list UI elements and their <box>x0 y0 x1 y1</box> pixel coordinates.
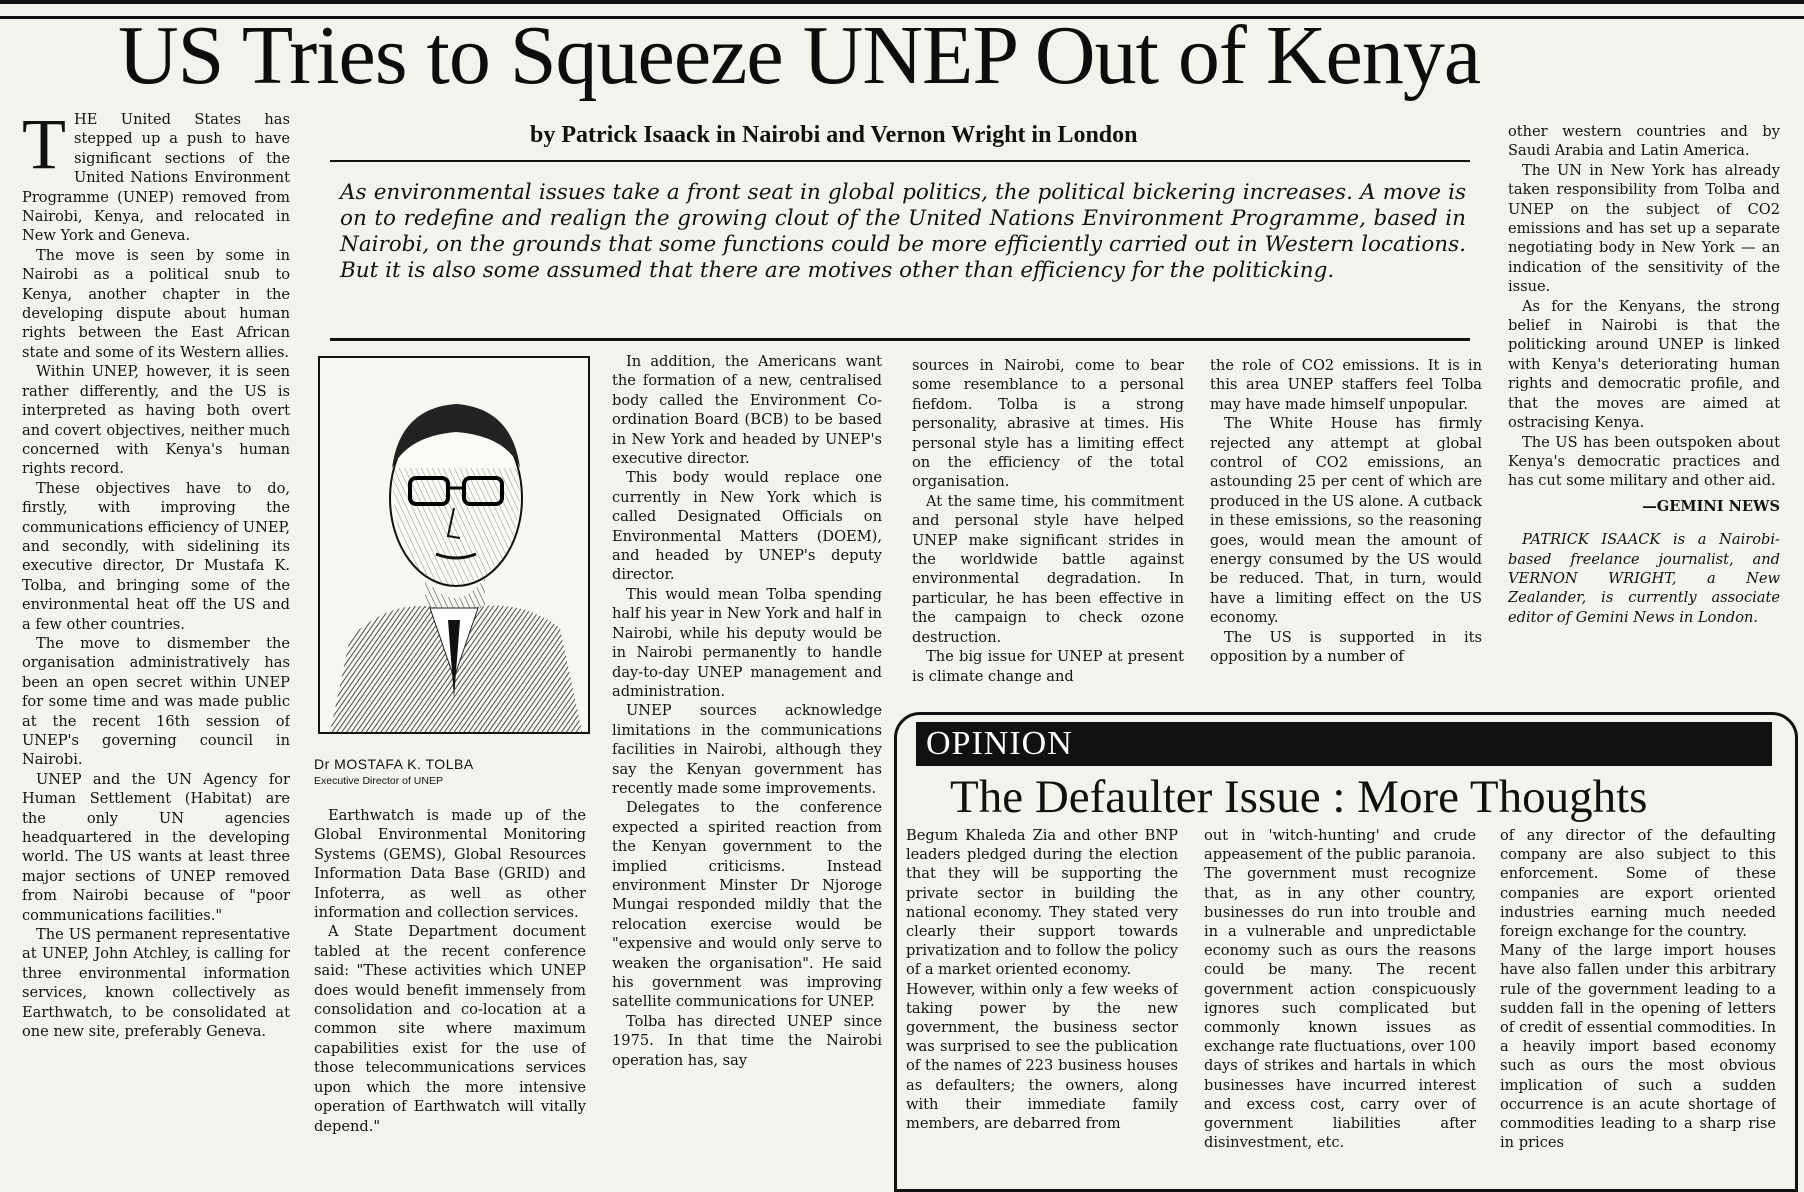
standfirst-bottom-rule <box>330 338 1470 341</box>
paragraph: Tolba has directed UNEP since 1975. In that time the Nairobi operation has, say <box>612 1012 882 1069</box>
paragraph: UNEP and the UN Agency for Human Settlement (Habitat) are the only UN agencies headquartered in the developing world. The US wants at least three major sections of UNEP removed from Nairobi because of "poor communications facilities." <box>22 770 290 924</box>
author-bio: PATRICK ISAACK is a Nairobi-based freelance journalist, and VERNON WRIGHT, a New Zealander, is currently associate editor of Gemini News in London. <box>1508 531 1780 626</box>
paragraph: Earthwatch is made up of the Global Environmental Monitoring Systems (GEMS), Global Resources Information Data Base (GRID) and Infoterra, as well as other information and collection services. <box>314 807 586 922</box>
paragraph: The US has been outspoken about Kenya's democratic practices and has cut some military and other aid. <box>1508 433 1780 490</box>
paragraph: The US is supported in its opposition by a number of <box>1210 628 1482 666</box>
signoff: —GEMINI NEWS <box>1642 497 1780 515</box>
photo-caption-title: Executive Director of UNEP <box>314 775 443 787</box>
drop-cap: T <box>22 110 66 184</box>
paragraph: Within UNEP, however, it is seen rather differently, and the US is interpreted as having both overt and covert objectives, neither much concerned with Kenya's human rights record. <box>22 363 290 478</box>
paragraph: In addition, the Americans want the formation of a new, centralised body called the Environment Co-ordination Board (BCB) to be based in New York and headed by UNEP's executive director. <box>612 353 882 468</box>
paragraph: The move is seen by some in Nairobi as a political snub to Kenya, another chapter in the developing dispute about human rights between the East African state and some of its Western allies. <box>22 246 290 361</box>
paragraph: sources in Nairobi, come to bear some resemblance to a personal fiefdom. Tolba is a strong personality, abrasive at times. His personal style has a limiting effect on the efficiency of the total organisation. <box>912 357 1184 491</box>
standfirst: As environmental issues take a front seat in global politics, the political bickering increases. A move is on to redefine and realign the growing clout of the United Nations Environment Programme, based in Nairobi, on the grounds that some functions could be more efficiently carried out in Western locations. But it is also some assumed that there are motives other than efficiency for the politicking. <box>340 180 1466 283</box>
opinion-title: The Defaulter Issue : More Thoughts <box>950 771 1648 823</box>
headline: US Tries to Squeeze UNEP Out of Kenya <box>118 9 1481 102</box>
article-column-2 <box>314 806 586 1172</box>
article-column-4 <box>912 356 1184 702</box>
paragraph: This would mean Tolba spending half his year in New York and half in Nairobi, while his deputy would be in Nairobi permanently to handle day-to-day UNEP management and administration. <box>612 585 882 700</box>
paragraph: The move to dismember the organisation administratively has been an open secret within UNEP for some time and was made public at the recent 16th session of UNEP's governing council in Nairobi. <box>22 634 290 769</box>
paragraph: Many of the large import houses have also fallen under this arbitrary rule of the government leading to a sudden fall in the opening of letters of credit of essential commodities. In a heavily import based economy such as ours the most obvious implication of such a sudden occurrence is an acute shortage of commodities leading to a sharp rise in prices <box>1500 942 1776 1152</box>
article-column-3 <box>612 352 882 1172</box>
photo-caption-name: Dr MOSTAFA K. TOLBA <box>314 756 474 772</box>
paragraph: As for the Kenyans, the strong belief in Nairobi is that the politicking around UNEP is linked with Kenya's deteriorating human rights and democratic profile, and that the moves are aimed at ostracising Kenya. <box>1508 297 1780 432</box>
standfirst-top-rule <box>330 160 1470 162</box>
paragraph: out in 'witch-hunting' and crude appeasement of the public paranoia. The government must recognize that, as in any other country, businesses do run into trouble and in a vulnerable and unpredictable economy such as ours the reasons could be many. The recent government action conspicuously ignores such complicated but commonly known issues as exchange rate fluctuations, over 100 days of strikes and hartals in which businesses have incurred interest and excess cost, carry over of government liabilities after disinvestment, etc. <box>1204 827 1476 1152</box>
byline: by Patrick Isaack in Nairobi and Vernon Wright in London <box>530 122 1138 148</box>
article-column-5 <box>1210 356 1482 702</box>
paragraph: Delegates to the conference expected a spirited reaction from the Kenyan government to the implied criticisms. Instead environment Minster Dr Njoroge Mungai responded mildly that the relocation exercise would be "expensive and would only serve to weaken the organisation". He said his government was improving satellite communications for UNEP. <box>612 799 882 1011</box>
article-column-1 <box>22 110 290 1170</box>
paragraph: of any director of the defaulting company are also subject to this enforcement. Some of these companies are export oriented industries earning much needed foreign exchange for the country. <box>1500 827 1776 941</box>
paragraph: The UN in New York has already taken responsibility from Tolba and UNEP on the subject of CO2 emissions and has set up a separate negotiating body in New York — an indication of the sensitivity of the issue. <box>1508 161 1780 296</box>
paragraph: the role of CO2 emissions. It is in this area UNEP staffers feel Tolba may have made himself unpopular. <box>1210 357 1482 413</box>
paragraph: The White House has firmly rejected any attempt at global control of CO2 emissions, an astounding 25 per cent of which are produced in the US alone. A cutback in these emissions, so the reasoning goes, would mean the amount of energy consumed by the US would be reduced. That, in turn, would have a limiting effect on the US economy. <box>1210 415 1482 627</box>
paragraph: The big issue for UNEP at present is climate change and <box>912 648 1184 685</box>
paragraph: A State Department document tabled at the recent conference said: "These activities which UNEP does would benefit immensely from consolidation and co-location at a common site where maximum capabilities exist for the use of those telecommunications services upon which the more intensive operation of Earthwatch will vitally depend." <box>314 923 586 1135</box>
portrait-illustration <box>320 358 588 732</box>
article-column-6 <box>1508 122 1780 702</box>
paragraph: The US permanent representative at UNEP, John Atchley, is calling for three environmental information services, known collectively as Earthwatch, to be consolidated at one new site, preferably Geneva. <box>22 926 290 1041</box>
paragraph: other western countries and by Saudi Arabia and Latin America. <box>1508 123 1780 160</box>
paragraph: These objectives have to do, firstly, with improving the communications efficiency of UNEP, and secondly, with sidelining its executive director, Dr Mustafa K. Tolba, and bringing some of the environmental heat off the US and a few other countries. <box>22 479 290 633</box>
paragraph: UNEP sources acknowledge limitations in the communications facilities in Nairobi, although they say the Kenyan government has recently made some improvements. <box>612 702 882 797</box>
paragraph: However, within only a few weeks of taking power by the new government, the business sector was surprised to see the publication of the names of 223 business houses as defaulters; the owners, along with their immediate family members, are debarred from <box>906 980 1178 1133</box>
portrait-photo <box>318 356 590 734</box>
opinion-column-2 <box>1204 826 1476 1184</box>
opinion-label: OPINION <box>916 722 1772 766</box>
opinion-column-1 <box>906 826 1178 1184</box>
paragraph: At the same time, his commitment and personal style have helped UNEP make significant strides in the worldwide battle against environmental degradation. In particular, he has been effective in the campaign to check ozone destruction. <box>912 492 1184 646</box>
paragraph: HE United States has stepped up a push to have significant sections of the United Nations Environment Programme (UNEP) removed from Nairobi, Kenya, and relocated in New York and Geneva. <box>22 111 290 245</box>
paragraph: Begum Khaleda Zia and other BNP leaders pledged during the election that they will be supporting the private sector in building the national economy. They stated very clearly their support towards privatization and to follow the policy of a market oriented economy. <box>906 827 1178 979</box>
opinion-column-3 <box>1500 826 1776 1184</box>
paragraph: This body would replace one currently in New York which is called Designated Officials on Environmental Matters (DOEM), and headed by UNEP's deputy director. <box>612 469 882 584</box>
top-rule <box>0 0 1804 4</box>
